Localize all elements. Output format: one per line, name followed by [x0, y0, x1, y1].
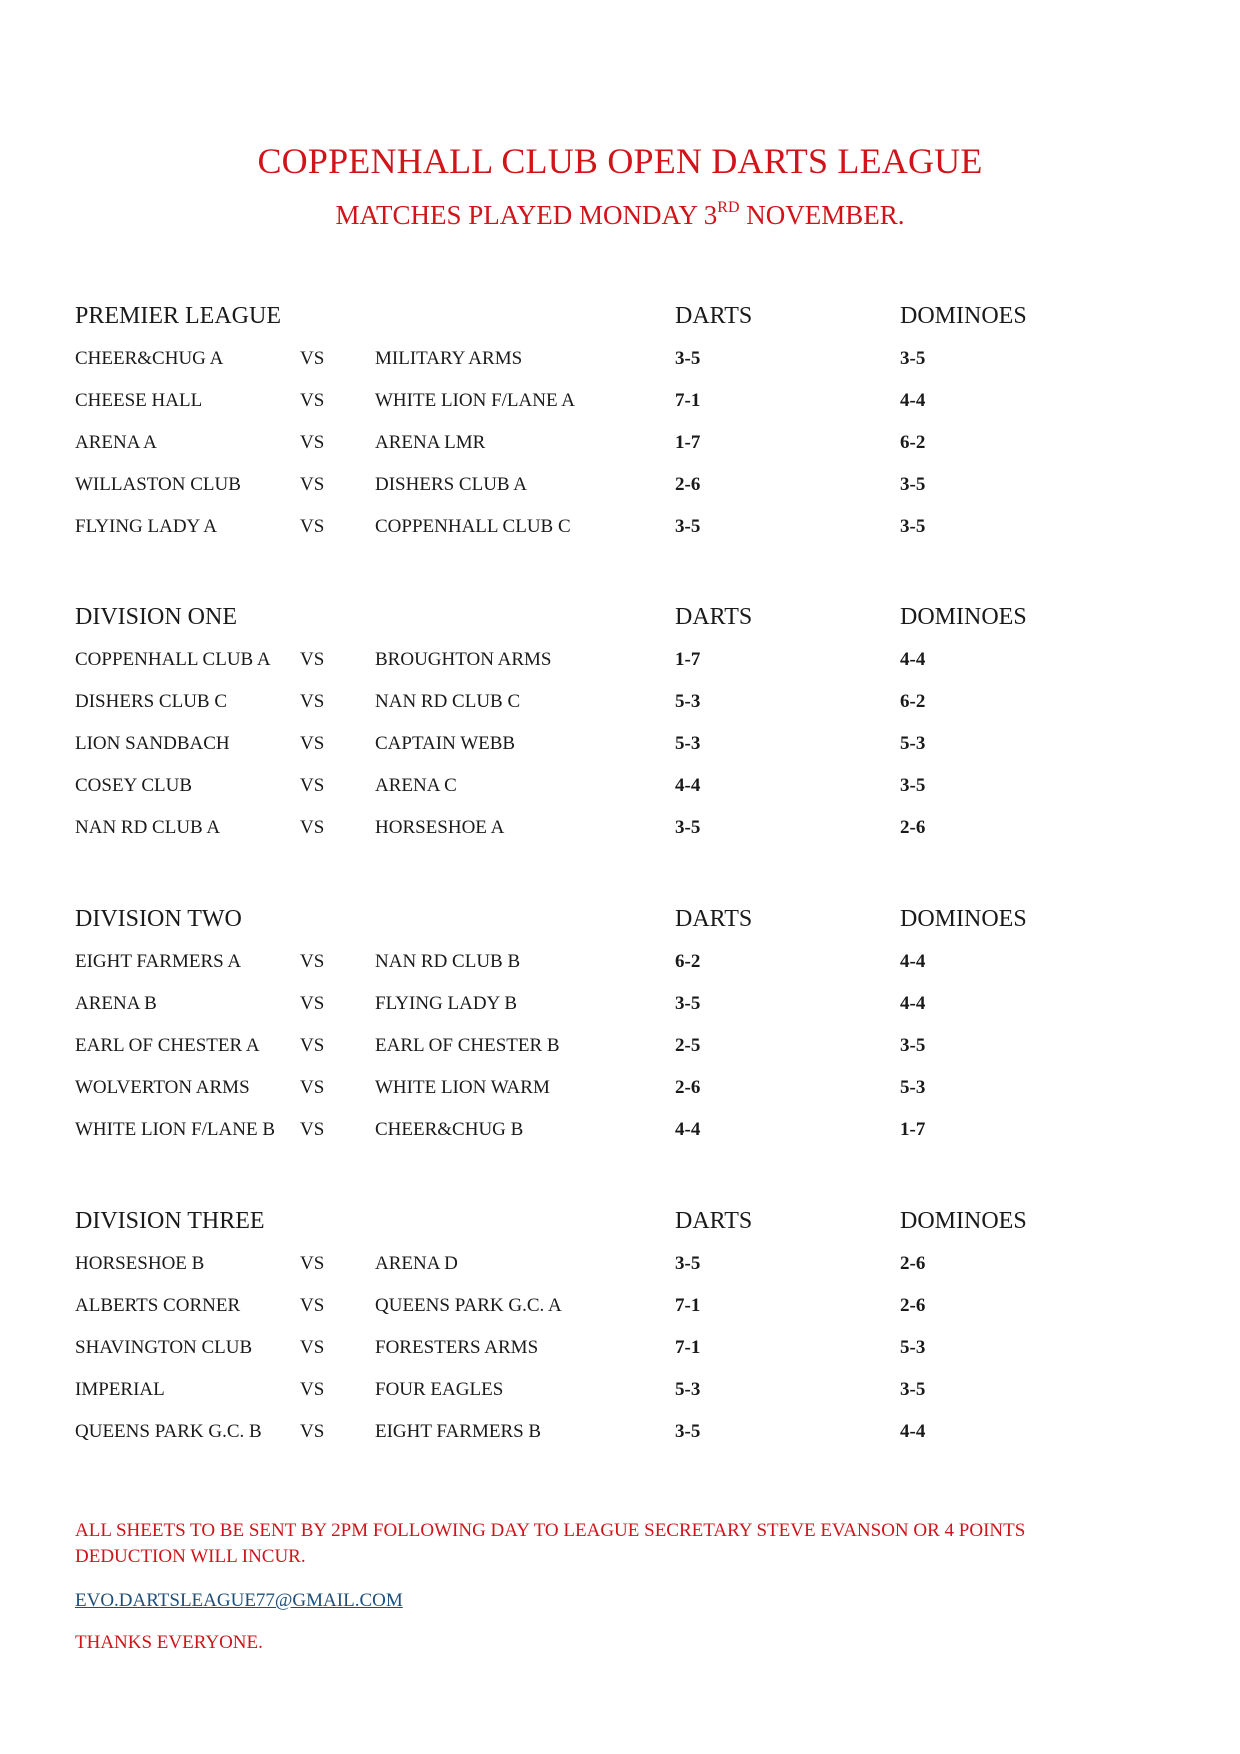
vs-label: VS	[300, 733, 325, 754]
section-header	[0, 303, 1240, 337]
away-team: NAN RD CLUB C	[375, 691, 521, 712]
dominoes-score: 1-7	[900, 1119, 926, 1140]
dominoes-score: 4-4	[900, 649, 926, 670]
away-team: HORSESHOE A	[375, 817, 505, 838]
match-date-subtitle	[0, 200, 1240, 231]
away-team: CAPTAIN WEBB	[375, 733, 516, 754]
away-team: ARENA LMR	[375, 432, 486, 453]
home-team: WHITE LION F/LANE B	[75, 1119, 275, 1140]
dominoes-score: 2-6	[900, 1253, 926, 1274]
away-team: BROUGHTON ARMS	[375, 649, 552, 670]
home-team: ARENA A	[75, 432, 157, 453]
match-row	[0, 348, 1240, 378]
darts-score: 4-4	[675, 1119, 701, 1140]
darts-score: 3-5	[675, 817, 701, 838]
dominoes-score: 2-6	[900, 1295, 926, 1316]
match-row	[0, 1421, 1240, 1451]
darts-score: 3-5	[675, 516, 701, 537]
dominoes-column-header: DOMINOES	[900, 303, 1027, 329]
home-team: HORSESHOE B	[75, 1253, 205, 1274]
match-row	[0, 1035, 1240, 1065]
darts-score: 5-3	[675, 733, 701, 754]
away-team: COPPENHALL CLUB C	[375, 516, 571, 537]
section-title: DIVISION THREE	[75, 1208, 265, 1234]
home-team: CHEER&CHUG A	[75, 348, 224, 369]
darts-score: 2-6	[675, 474, 701, 495]
section-title: DIVISION ONE	[75, 604, 237, 630]
home-team: FLYING LADY A	[75, 516, 217, 537]
away-team: ARENA C	[375, 775, 457, 796]
section-header	[0, 1208, 1240, 1242]
darts-score: 3-5	[675, 1253, 701, 1274]
match-row	[0, 516, 1240, 546]
away-team: FLYING LADY B	[375, 993, 517, 1014]
match-row	[0, 1077, 1240, 1107]
dominoes-score: 4-4	[900, 390, 926, 411]
match-row	[0, 649, 1240, 679]
home-team: ARENA B	[75, 993, 157, 1014]
section-title: DIVISION TWO	[75, 906, 242, 932]
darts-score: 7-1	[675, 1295, 701, 1316]
home-team: EIGHT FARMERS A	[75, 951, 242, 972]
darts-score: 1-7	[675, 432, 701, 453]
vs-label: VS	[300, 1077, 325, 1098]
vs-label: VS	[300, 993, 325, 1014]
dominoes-column-header: DOMINOES	[900, 906, 1027, 932]
dominoes-score: 3-5	[900, 1035, 926, 1056]
thanks-note: THANKS EVERYONE.	[75, 1632, 263, 1653]
home-team: WOLVERTON ARMS	[75, 1077, 250, 1098]
away-team: CHEER&CHUG B	[375, 1119, 524, 1140]
match-row	[0, 993, 1240, 1023]
vs-label: VS	[300, 390, 325, 411]
match-row	[0, 1119, 1240, 1149]
dominoes-score: 3-5	[900, 474, 926, 495]
darts-score: 3-5	[675, 348, 701, 369]
match-row	[0, 817, 1240, 847]
home-team: CHEESE HALL	[75, 390, 203, 411]
home-team: ALBERTS CORNER	[75, 1295, 241, 1316]
away-team: ARENA D	[375, 1253, 458, 1274]
home-team: COPPENHALL CLUB A	[75, 649, 271, 670]
match-row	[0, 733, 1240, 763]
home-team: IMPERIAL	[75, 1379, 165, 1400]
darts-score: 6-2	[675, 951, 701, 972]
vs-label: VS	[300, 817, 325, 838]
league-title: COPPENHALL CLUB OPEN DARTS LEAGUE	[257, 141, 983, 181]
darts-score: 3-5	[675, 993, 701, 1014]
vs-label: VS	[300, 1253, 325, 1274]
vs-label: VS	[300, 1421, 325, 1442]
vs-label: VS	[300, 1379, 325, 1400]
vs-label: VS	[300, 1035, 325, 1056]
vs-label: VS	[300, 348, 325, 369]
match-row	[0, 474, 1240, 504]
vs-label: VS	[300, 775, 325, 796]
away-team: FORESTERS ARMS	[375, 1337, 539, 1358]
vs-label: VS	[300, 951, 325, 972]
darts-score: 7-1	[675, 1337, 701, 1358]
away-team: MILITARY ARMS	[375, 348, 523, 369]
home-team: NAN RD CLUB A	[75, 817, 221, 838]
dominoes-column-header: DOMINOES	[900, 1208, 1027, 1234]
dominoes-score: 3-5	[900, 775, 926, 796]
section-header	[0, 604, 1240, 638]
match-row	[0, 1379, 1240, 1409]
away-team: NAN RD CLUB B	[375, 951, 521, 972]
match-row	[0, 691, 1240, 721]
darts-score: 5-3	[675, 1379, 701, 1400]
dominoes-score: 6-2	[900, 432, 926, 453]
match-row	[0, 775, 1240, 805]
vs-label: VS	[300, 1119, 325, 1140]
darts-column-header: DARTS	[675, 906, 753, 932]
home-team: DISHERS CLUB C	[75, 691, 228, 712]
dominoes-score: 4-4	[900, 951, 926, 972]
darts-column-header: DARTS	[675, 303, 753, 329]
match-row	[0, 432, 1240, 462]
darts-score: 2-5	[675, 1035, 701, 1056]
away-team: WHITE LION WARM	[375, 1077, 550, 1098]
vs-label: VS	[300, 649, 325, 670]
away-team: FOUR EAGLES	[375, 1379, 504, 1400]
darts-score: 3-5	[675, 1421, 701, 1442]
home-team: WILLASTON CLUB	[75, 474, 241, 495]
section-title: PREMIER LEAGUE	[75, 303, 281, 329]
darts-score: 1-7	[675, 649, 701, 670]
dominoes-score: 5-3	[900, 1337, 926, 1358]
away-team: DISHERS CLUB A	[375, 474, 528, 495]
darts-column-header: DARTS	[675, 604, 753, 630]
vs-label: VS	[300, 432, 325, 453]
darts-score: 2-6	[675, 1077, 701, 1098]
away-team: WHITE LION F/LANE A	[375, 390, 575, 411]
home-team: SHAVINGTON CLUB	[75, 1337, 253, 1358]
darts-score: 5-3	[675, 691, 701, 712]
dominoes-score: 3-5	[900, 516, 926, 537]
home-team: LION SANDBACH	[75, 733, 230, 754]
subtitle-ordinal-suffix: RD	[717, 199, 740, 216]
darts-score: 4-4	[675, 775, 701, 796]
away-team: EARL OF CHESTER B	[375, 1035, 560, 1056]
dominoes-score: 2-6	[900, 817, 926, 838]
submission-notice: ALL SHEETS TO BE SENT BY 2PM FOLLOWING DAY TO LEAGUE SECRETARY STEVE EVANSON OR 4 POINTS DEDUCTION WILL INCUR.	[75, 1520, 1026, 1567]
section-header	[0, 906, 1240, 940]
subtitle-month: NOVEMBER.	[739, 200, 905, 230]
dominoes-score: 5-3	[900, 733, 926, 754]
dominoes-score: 5-3	[900, 1077, 926, 1098]
home-team: QUEENS PARK G.C. B	[75, 1421, 262, 1442]
away-team: EIGHT FARMERS B	[375, 1421, 542, 1442]
vs-label: VS	[300, 691, 325, 712]
vs-label: VS	[300, 1337, 325, 1358]
match-row	[0, 1253, 1240, 1283]
home-team: EARL OF CHESTER A	[75, 1035, 260, 1056]
home-team: COSEY CLUB	[75, 775, 193, 796]
match-row	[0, 1295, 1240, 1325]
away-team: QUEENS PARK G.C. A	[375, 1295, 562, 1316]
secretary-email-link[interactable]: EVO.DARTSLEAGUE77@GMAIL.COM	[75, 1590, 403, 1611]
dominoes-score: 4-4	[900, 1421, 926, 1442]
darts-column-header: DARTS	[675, 1208, 753, 1234]
vs-label: VS	[300, 516, 325, 537]
vs-label: VS	[300, 1295, 325, 1316]
dominoes-column-header: DOMINOES	[900, 604, 1027, 630]
vs-label: VS	[300, 474, 325, 495]
darts-score: 7-1	[675, 390, 701, 411]
subtitle-text: MATCHES PLAYED MONDAY 3	[335, 200, 718, 230]
match-row	[0, 390, 1240, 420]
dominoes-score: 4-4	[900, 993, 926, 1014]
dominoes-score: 6-2	[900, 691, 926, 712]
match-row	[0, 1337, 1240, 1367]
dominoes-score: 3-5	[900, 348, 926, 369]
match-row	[0, 951, 1240, 981]
dominoes-score: 3-5	[900, 1379, 926, 1400]
